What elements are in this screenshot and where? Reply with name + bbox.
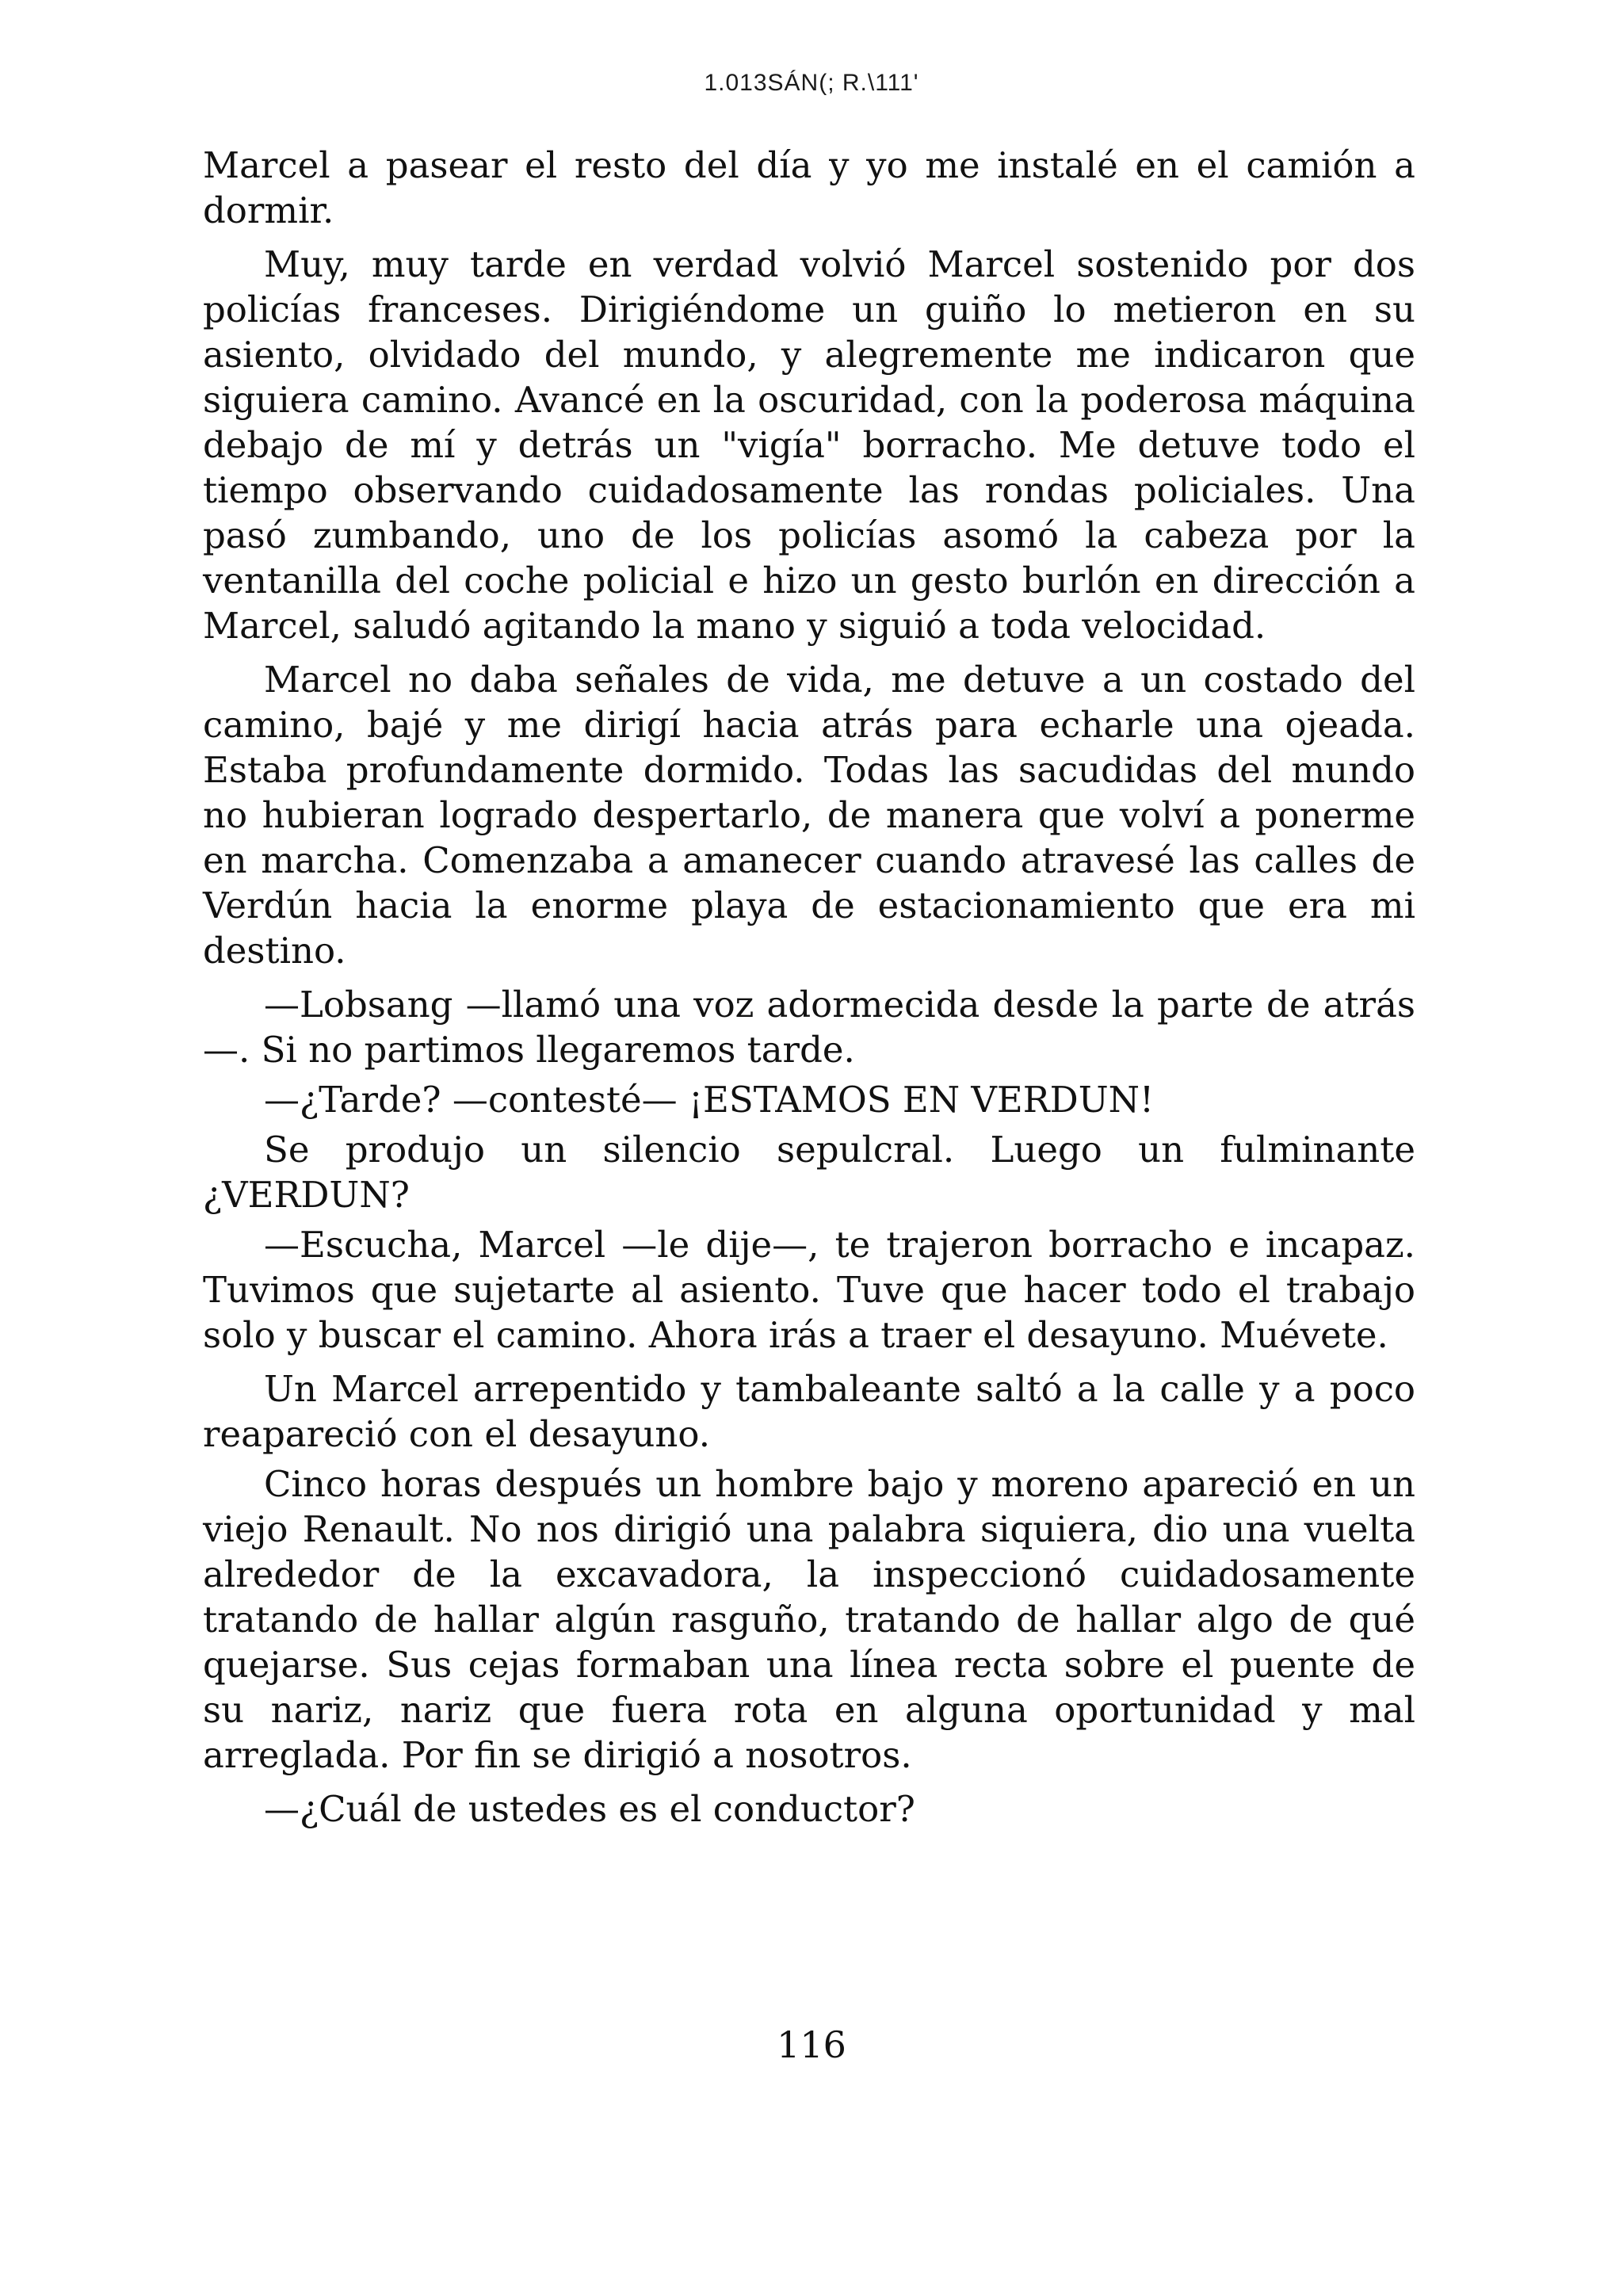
paragraph: Se produjo un silencio sepulcral. Luego un fulminante ¿VERDUN? xyxy=(203,1129,1415,1216)
paragraph: Marcel a pasear el resto del día y yo me instalé en el camión a dormir. xyxy=(203,144,1415,231)
page-number: 116 xyxy=(777,2023,846,2066)
paragraph: Cinco horas después un hombre bajo y moreno apareció en un viejo Renault. No nos dirigió una palabra siquiera, dio una vuelta alrededor de la excavadora, la inspeccionó cuidadosamente tratando de hallar algún rasguño, tratando de hallar algo de qué quejarse. Sus cejas formaban una línea recta sobre el puente de su nariz, nariz que fuera rota en alguna oportunidad y mal arreglada. Por fin se dirigió a nosotros. xyxy=(203,1463,1415,1776)
paragraph: Un Marcel arrepentido y tambaleante saltó a la calle y a poco reapareció con el desayuno. xyxy=(203,1368,1415,1455)
paragraph: —Lobsang —llamó una voz adormecida desde la parte de atrás—. Si no partimos llegaremos tarde. xyxy=(203,984,1415,1071)
paragraph: Muy, muy tarde en verdad volvió Marcel sostenido por dos policías franceses. Dirigiéndome un guiño lo metieron en su asiento, olvidado del mundo, y alegremente me indicaron que siguiera camino. Avancé en la oscuridad, con la poderosa máquina debajo de mí y detrás un "vigía" borracho. Me detuve todo el tiempo observando cuidadosamente las rondas policiales. Una pasó zumbando, uno de los policías asomó la cabeza por la ventanilla del coche policial e hizo un gesto burlón en dirección a Marcel, saludó agitando la mano y siguió a toda velocidad. xyxy=(203,243,1415,647)
page-body xyxy=(203,143,1415,1840)
paragraph: —¿Tarde? —contesté— ¡ESTAMOS EN VERDUN! xyxy=(264,1079,1155,1121)
paragraph: Marcel no daba señales de vida, me detuve a un costado del camino, bajé y me dirigí hacia atrás para echarle una ojeada. Estaba profundamente dormido. Todas las sacudidas del mundo no hubieran logrado despertarlo, de manera que volví a ponerme en marcha. Comenzaba a amanecer cuando atravesé las calles de Verdún hacia la enorme playa de estacionamiento que era mi destino. xyxy=(203,659,1415,972)
paragraph: —¿Cuál de ustedes es el conductor? xyxy=(264,1788,915,1830)
paragraph: —Escucha, Marcel —le dije—, te trajeron borracho e incapaz. Tuvimos que sujetarte al asiento. Tuve que hacer todo el trabajo solo y buscar el camino. Ahora irás a traer el desayuno. Muévete. xyxy=(203,1224,1415,1356)
running-header: 1.013SÁN(; R.\111' xyxy=(704,70,919,96)
